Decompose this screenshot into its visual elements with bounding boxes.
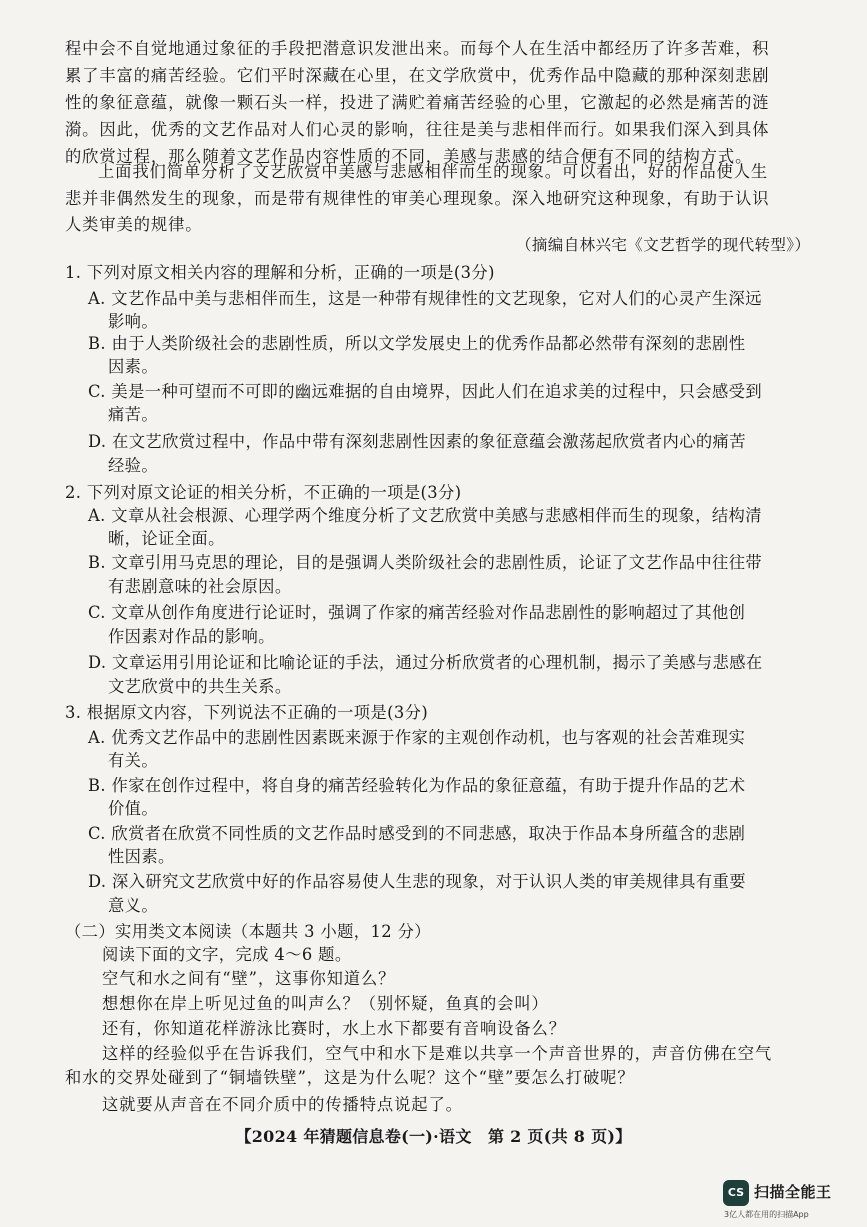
section-2-line: 这就要从声音在不同介质中的传播特点说起了。 (102, 1095, 463, 1114)
section-2-heading: （二）实用类文本阅读（本题共 3 小题，12 分） (65, 922, 431, 941)
question-1-option-c: C. 美是一种可望而不可即的幽远难据的自由境界，因此人们在追求美的过程中，只会感受到 (88, 382, 763, 401)
section-2-line: 想想你在岸上听见过鱼的叫声么？（别怀疑，鱼真的会叫） (102, 994, 549, 1013)
passage-line: 人类审美的规律。 (65, 215, 203, 234)
question-1-option-b: B. 由于人类阶级社会的悲剧性质，所以文学发展史上的优秀作品都必然带有深刻的悲剧性 (88, 334, 746, 353)
passage-line: 性的象征意蕴，就像一颗石头一样，投进了满贮着痛苦经验的心里，它激起的必然是痛苦的涟 (65, 93, 770, 112)
question-1-stem: 1. 下列对原文相关内容的理解和分析，正确的一项是(3分) (65, 263, 495, 282)
section-2-instruction: 阅读下面的文字，完成 4～6 题。 (102, 945, 352, 964)
question-1-option-c-cont: 痛苦。 (108, 405, 159, 424)
question-1-option-d: D. 在文艺欣赏过程中，作品中带有深刻悲剧性因素的象征意蕴会激荡起欣赏者内心的痛苦 (88, 432, 746, 451)
passage-line: 的欣赏过程，那么随着文艺作品内容性质的不同，美感与悲感的结合便有不同的结构方式。 (65, 147, 753, 166)
question-2-stem: 2. 下列对原文论证的相关分析，不正确的一项是(3分) (65, 483, 462, 502)
question-2-option-c: C. 文章从创作角度进行论证时，强调了作家的痛苦经验对作品悲剧性的影响超过了其他创 (88, 603, 746, 622)
passage-line: 漪。因此，优秀的文艺作品对人们心灵的影响，往往是美与悲相伴而行。如果我们深入到具体 (65, 120, 770, 139)
question-2-option-a: A. 文章从社会根源、心理学两个维度分析了文艺欣赏中美感与悲感相伴而生的现象，结构清 (88, 506, 762, 525)
section-2-line: 还有，你知道花样游泳比赛时，水上水下都要有音响设备么？ (102, 1019, 566, 1038)
question-2-option-d: D. 文章运用引用论证和比喻论证的手法，通过分析欣赏者的心理机制，揭示了美感与悲感在 (88, 653, 763, 672)
question-1-option-b-cont: 因素。 (108, 357, 159, 376)
scanner-watermark (723, 1178, 855, 1222)
question-3-option-c-cont: 性因素。 (108, 847, 175, 866)
question-2-option-b-cont: 有悲剧意味的社会原因。 (108, 577, 292, 596)
question-3-option-b: B. 作家在创作过程中，将自身的痛苦经验转化为作品的象征意蕴，有助于提升作品的艺术 (88, 776, 746, 795)
camscanner-logo-icon: CS (723, 1180, 749, 1206)
question-3-option-c: C. 欣赏者在欣赏不同性质的文艺作品时感受到的不同悲感，取决于作品本身所蕴含的悲剧 (88, 824, 746, 843)
question-1-option-d-cont: 经验。 (108, 456, 159, 475)
question-3-option-a: A. 优秀文艺作品中的悲剧性因素既来源于作家的主观创作动机，也与客观的社会苦难现实 (88, 728, 746, 747)
question-3-stem: 3. 根据原文内容，下列说法不正确的一项是(3分) (65, 703, 429, 722)
passage-line: 累了丰富的痛苦经验。它们平时深藏在心里，在文学欣赏中，优秀作品中隐藏的那种深刻悲剧 (65, 66, 770, 85)
question-2-option-a-cont: 晰，论证全面。 (108, 529, 225, 548)
passage-source: （摘编自林兴宅《文艺哲学的现代转型》） (516, 236, 811, 254)
question-3-option-b-cont: 价值。 (108, 799, 159, 818)
section-2-line: 和水的交界处碰到了“铜墙铁壁”，这是为什么呢？这个“壁”要怎么打破呢？ (65, 1068, 635, 1087)
question-1-option-a: A. 文艺作品中美与悲相伴而生，这是一种带有规律性的文艺现象，它对人们的心灵产生深远 (88, 289, 762, 308)
passage-line: 程中会不自觉地通过象征的手段把潜意识发泄出来。而每个人在生活中都经历了许多苦难，积 (65, 39, 770, 58)
section-2-line: 空气和水之间有“壁”，这事你知道么？ (102, 969, 396, 988)
section-2-line: 这样的经验似乎在告诉我们，空气中和水下是难以共享一个声音世界的，声音仿佛在空气 (102, 1044, 773, 1063)
question-3-option-a-cont: 有关。 (108, 751, 159, 770)
question-2-option-d-cont: 文艺欣赏中的共生关系。 (108, 677, 292, 696)
question-3-option-d: D. 深入研究文艺欣赏中好的作品容易使人生悲的现象，对于认识人类的审美规律具有重要 (88, 872, 746, 891)
question-2-option-b: B. 文章引用马克思的理论，目的是强调人类阶级社会的悲剧性质，论证了文艺作品中往往带 (88, 553, 763, 572)
question-2-option-c-cont: 作因素对作品的影响。 (108, 627, 275, 646)
passage-line: 悲并非偶然发生的现象，而是带有规律性的审美心理现象。深入地研究这种现象，有助于认识 (65, 189, 770, 208)
question-1-option-a-cont: 影响。 (108, 312, 159, 331)
page-footer: 【2024 年猜题信息卷(一)·语文 第 2 页(共 8 页)】 (235, 1127, 632, 1146)
question-3-option-d-cont: 意义。 (108, 896, 159, 915)
watermark-subtitle: 3亿人都在用的扫描App (724, 1210, 809, 1219)
watermark-app-name: 扫描全能王 (754, 1183, 832, 1201)
passage-line: 上面我们简单分析了文艺欣赏中美感与悲感相伴而生的现象。可以看出，好的作品使人生 (98, 162, 769, 181)
